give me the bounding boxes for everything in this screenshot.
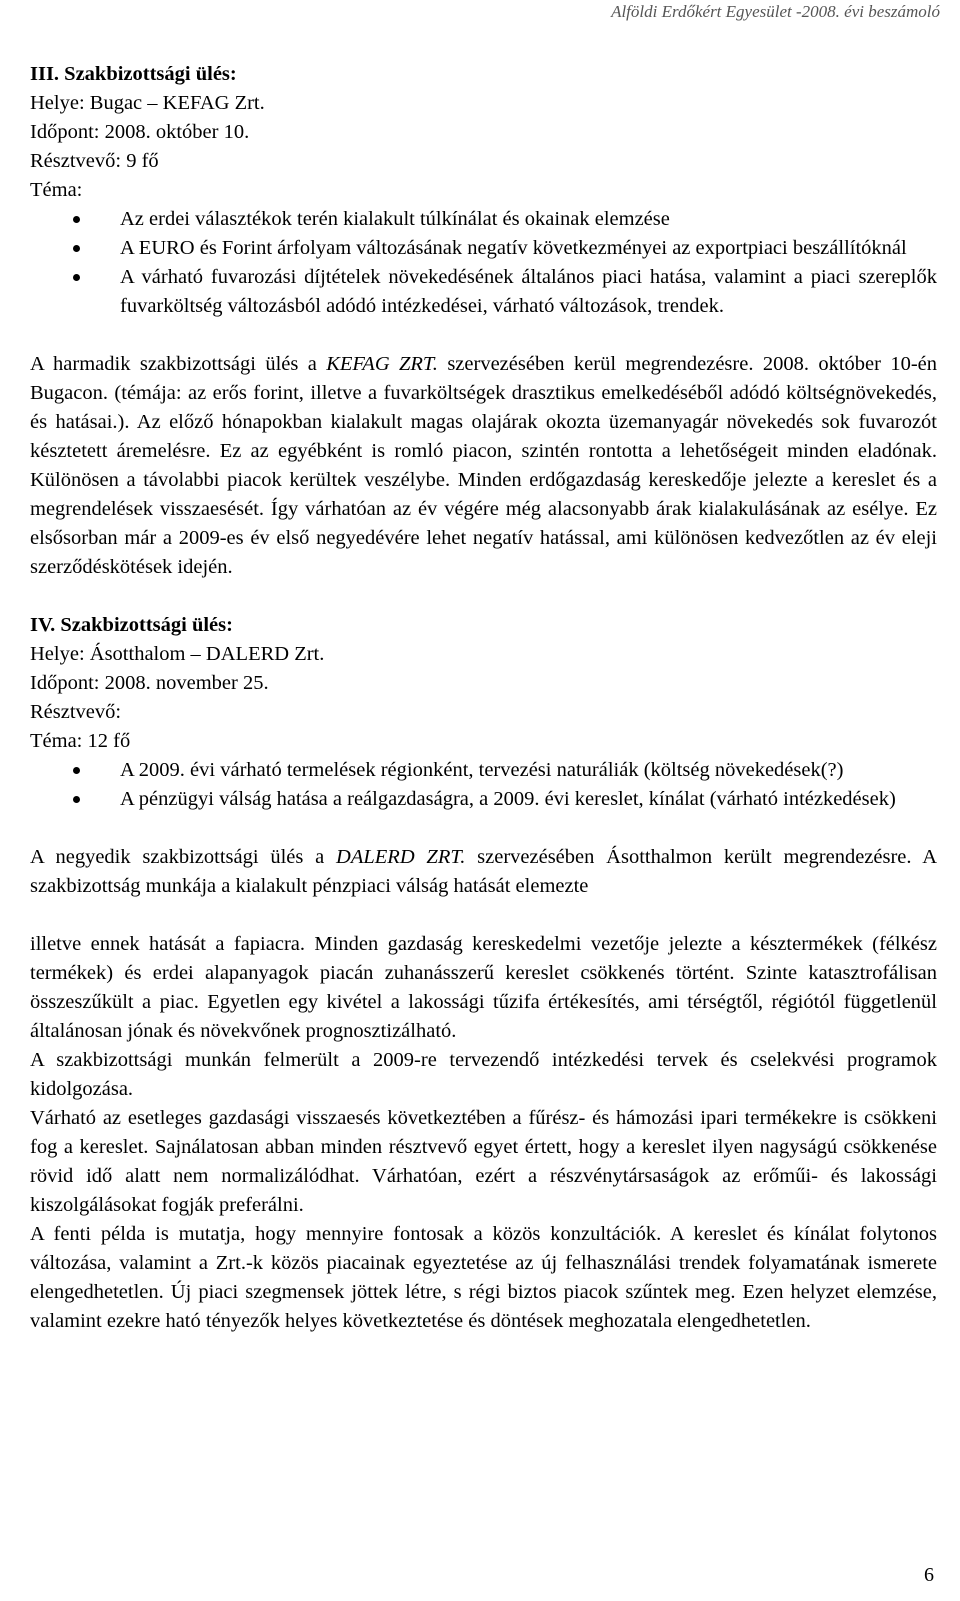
session3-place: Helye: Bugac – KEFAG Zrt. — [30, 92, 265, 114]
session3-topic-list — [30, 205, 937, 321]
session3-date: Időpont: 2008. október 10. — [30, 121, 250, 143]
org-name: DALERD ZRT. — [336, 846, 466, 868]
session4-place: Helye: Ásotthalom – DALERD Zrt. — [30, 643, 325, 665]
session3-topic-label: Téma: — [30, 179, 83, 201]
org-name: KEFAG ZRT. — [326, 353, 438, 375]
list-item: A pénzügyi válság hatása a reálgazdaságra, a 2009. évi kereslet, kínálat (várható intézkedések) — [30, 785, 937, 814]
session4-topic-list — [30, 756, 937, 814]
session4-paragraph-2: illetve ennek hatását a fapiacra. Minden gazdaság kereskedelmi vezetője jelezte a késztermékek (félkész termékek) és erdei alapanyagok piacán zuhanásszerű kereslet csökkenés történt. Szinte katasztrofálisan összeszűkült a piac. Egyetlen egy kivétel a lakossági tűzifa értékesítés, ami térségtől, régiótól függetlenül általánosan jónak és növekvőnek prognosztizálható. — [30, 933, 937, 1042]
session4-paragraph-3: A szakbizottsági munkán felmerült a 2009-re tervezendő intézkedési tervek és cselekvési programok kidolgozása. — [30, 1049, 937, 1100]
list-item: A várható fuvarozási díjtételek növekedésének általános piaci hatása, valamint a piaci szereplők fuvarköltség változásból adódó intézkedései, várható változások, trendek. — [30, 263, 937, 321]
page-number: 6 — [924, 1564, 934, 1586]
list-item: A 2009. évi várható termelések régionként, tervezési naturáliák (költség növekedések(?) — [30, 756, 937, 785]
list-item: A EURO és Forint árfolyam változásának negatív következményei az exportpiaci beszállítóknál — [30, 234, 937, 263]
list-item: Az erdei választékok terén kialakult túlkínálat és okainak elemzése — [30, 205, 937, 234]
session3-participants: Résztvevő: 9 fő — [30, 150, 159, 172]
session4-heading: IV. Szakbizottsági ülés: — [30, 614, 233, 636]
page-content — [30, 60, 937, 1336]
session4-date: Időpont: 2008. november 25. — [30, 672, 269, 694]
session4-paragraph-5: A fenti példa is mutatja, hogy mennyire fontosak a közös konzultációk. A kereslet és kínálat folytonos változása, valamint a Zrt.-k közös piacainak egyeztetése az új felhasználási trendek folyamatának ismerete elengedhetetlen. Új piaci szegmensek jöttek létre, s régi biztos piacok szűntek meg. Ezen helyzet elemzése, valamint ezekre ható tényezők helyes következtetése és döntések meghozatala elengedhetetlen. — [30, 1223, 937, 1332]
session4-topic-label: Téma: 12 fő — [30, 730, 131, 752]
session4-participants: Résztvevő: — [30, 701, 122, 723]
running-header: Alföldi Erdőkért Egyesület -2008. évi beszámoló — [611, 2, 940, 21]
session4-paragraph-4: Várható az esetleges gazdasági visszaesés következtében a fűrész- és hámozási ipari termékekre is csökkeni fog a kereslet. Sajnálatosan abban minden résztvevő egyet értett, hogy a kereslet ilyen nagyságú csökkenése rövid idő alatt nem normalizálódhat. Várhatóan, ezért a részvénytársaságok az erőműi- és lakossági kiszolgálásokat fogják preferálni. — [30, 1107, 937, 1216]
session3-heading: III. Szakbizottsági ülés: — [30, 63, 237, 85]
session4-paragraph-1: A negyedik szakbizottsági ülés a DALERD ZRT. szervezésében Ásotthalmon került megrendezésre. A szakbizottság munkája a kialakult pénzpiaci válság hatását elemezte — [30, 846, 937, 897]
session3-paragraph: A harmadik szakbizottsági ülés a KEFAG ZRT. szervezésében kerül megrendezésre. 2008. október 10-én Bugacon. (témája: az erős forint, illetve a fuvarköltségek drasztikus emelkedéséből adódó költségnövekedés, és hatásai.). Az előző hónapokban kialakult magas olajárak okozta üzemanyagár növekedés sok fuvarozót késztetett áremelésre. Ez az egyébként is romló piacon, szintén rontotta a lehetőségeit minden eladónak. Különösen a távolabbi piacok kerültek veszélybe. Minden erdőgazdaság kereskedője jelezte a kereslet és a megrendelések visszaesését. Így várhatóan az év végére még alacsonyabb árak kialakulásának az esélye. Ez elsősorban már a 2009-es év első negyedévére lehet negatív hatással, ami különösen kedvezőtlen az év eleji szerződéskötések idején. — [30, 353, 937, 578]
